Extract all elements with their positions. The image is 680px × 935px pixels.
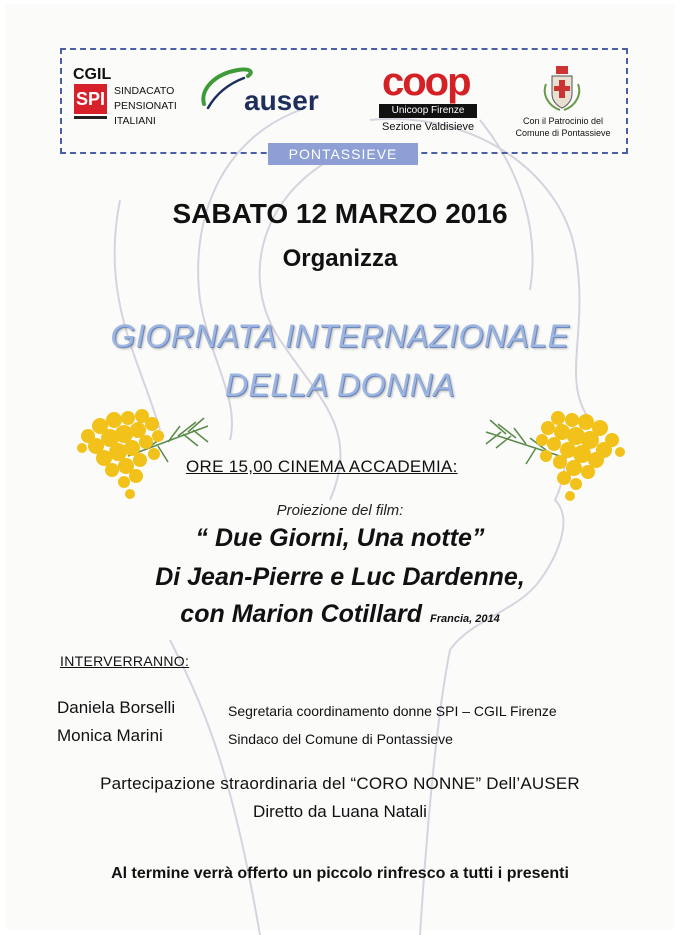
speaker-role: Segretaria coordinamento donne SPI – CGIL Firenze <box>228 703 557 719</box>
pontassieve-tag: PONTASSIEVE <box>268 143 418 165</box>
speaker-name: Monica Marini <box>57 726 163 745</box>
patrocinio-label <box>504 115 622 139</box>
event-date: SABATO 12 MARZO 2016 <box>172 198 508 229</box>
film-title: “ Due Giorni, Una notte” <box>195 524 485 552</box>
event-title-line1: GIORNATA INTERNAZIONALE <box>110 318 570 354</box>
event-title-line2: DELLA DONNA <box>224 367 456 403</box>
film-intro: Proiezione del film: <box>276 502 404 519</box>
mimosa-flower-icon <box>476 398 632 508</box>
sezione-valdisieve-label: Sezione Valdisieve <box>382 121 475 133</box>
speaker-name: Daniela Borselli <box>57 698 176 717</box>
patrocinio-line: Con il Patrocinio del <box>522 116 604 126</box>
sindacato-line: PENSIONATI <box>114 100 177 112</box>
patrocinio-line: Comune di Pontassieve <box>515 128 611 138</box>
time-place-label: ORE 15,00 CINEMA ACCADEMIA: <box>186 457 458 476</box>
speaker-role: Sindaco del Comune di Pontassieve <box>228 731 453 747</box>
spi-logo: SPI <box>74 84 107 114</box>
director-line: Diretto da Luana Natali <box>253 802 427 821</box>
organizza-label: Organizza <box>282 245 398 272</box>
film-directors: Di Jean-Pierre e Luc Dardenne, <box>155 563 525 591</box>
coop-logo-text: coop <box>382 60 470 104</box>
auser-logo-text: auser <box>244 85 319 116</box>
cgil-logo-text: CGIL <box>73 66 112 83</box>
film-origin: Francia, 2014 <box>429 613 500 625</box>
speakers-heading: INTERVERRANNO: <box>60 653 190 669</box>
film-cast: con Marion Cotillard <box>180 600 422 628</box>
sindacato-line: ITALIANI <box>114 115 156 127</box>
film-cast-line <box>0 600 680 629</box>
refreshment-note: Al termine verrà offerto un piccolo rinfresco a tutti i presenti <box>111 865 569 882</box>
comune-crest-icon <box>542 64 582 112</box>
special-guest-line: Partecipazione straordinaria del “CORO NONNE” Dell’AUSER <box>100 774 580 793</box>
sindacato-pensionati-label <box>114 84 177 129</box>
sindacato-line: SINDACATO <box>114 85 175 97</box>
mimosa-flower-icon <box>68 396 218 506</box>
spi-logo-bar <box>74 116 107 119</box>
unicoop-firenze-label: Unicoop Firenze <box>379 104 477 118</box>
